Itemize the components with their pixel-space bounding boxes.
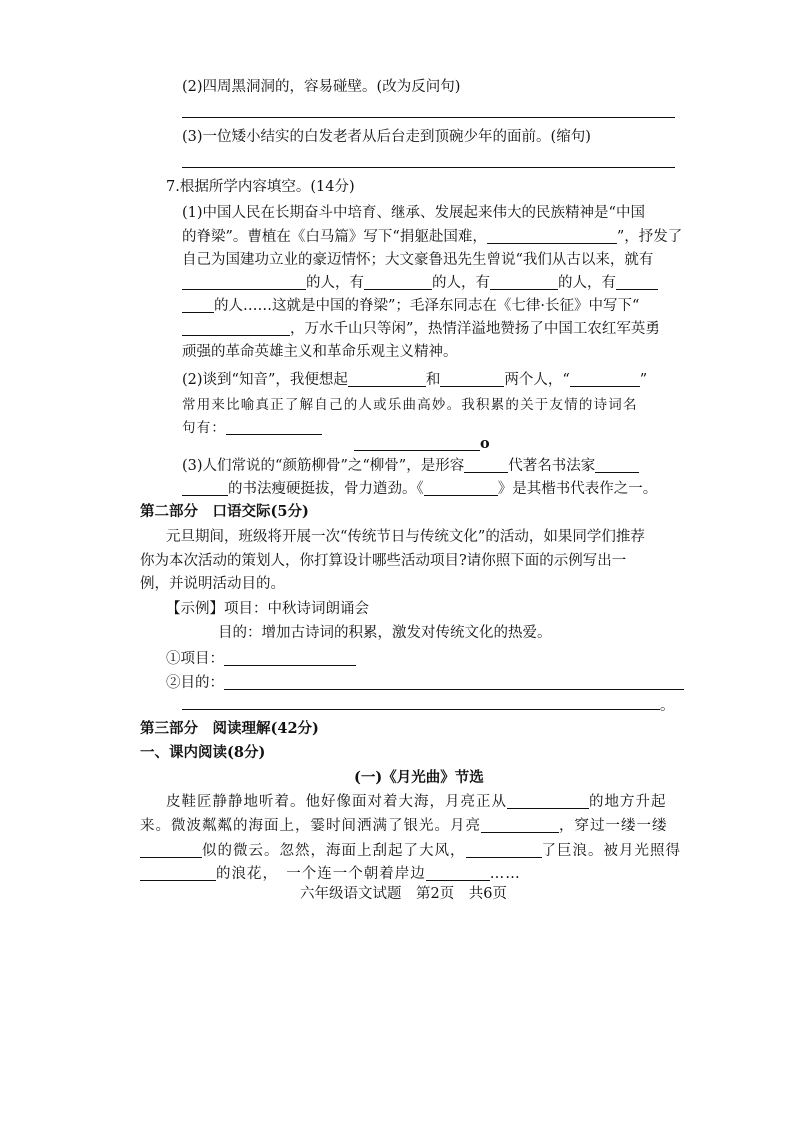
passage-line4: 的浪花， 一个连一个朝着岸边 …… <box>140 863 521 885</box>
q7-p1-line5: 的人……这就是中国的脊梁”；毛泽东同志在《七律·长征》中写下“ <box>182 295 639 317</box>
q7-p1-line6: ，万水千山只等闲”，热情洋溢地赞扬了中国工农红军英勇 <box>182 318 660 340</box>
blank-q7-5b[interactable] <box>182 297 214 313</box>
q7-p1-line3: 自己为国建功立业的豪迈情怀；大文豪鲁迅先生曾说“我们从古以来，就有 <box>182 252 654 268</box>
blank-q7-5a[interactable] <box>616 274 658 290</box>
blank-q7-3[interactable] <box>364 274 432 290</box>
blank-q7-12[interactable] <box>464 457 508 473</box>
blank-q7-1[interactable] <box>487 228 617 244</box>
blank-q7-10[interactable] <box>226 419 322 435</box>
answer-goal-field-2[interactable] <box>182 709 660 710</box>
blank-q7-13b[interactable] <box>182 480 228 496</box>
blank-q7-14[interactable] <box>424 480 498 496</box>
part3-subheading: 一、课内阅读(8分) <box>140 744 266 761</box>
blank-passage-6[interactable] <box>426 865 490 881</box>
blank-q7-11[interactable] <box>354 435 480 451</box>
part2-line3: 例，并说明活动目的。 <box>140 576 285 592</box>
blank-q7-6[interactable] <box>182 320 290 336</box>
q7-p1-line7: 顽强的革命英雄主义和革命乐观主义精神。 <box>182 344 458 360</box>
q6-item2: (2)四周黑洞洞的，容易碰壁。(改为反问句) <box>182 79 461 95</box>
passage-line3: 似的微云。忽然，海面上刮起了大风， 了巨浪。被月光照得 <box>140 840 681 862</box>
part2-line2: 你为本次活动的策划人，你打算设计哪些活动项目?请你照下面的示例写出一 <box>140 553 627 569</box>
part2-answer-goal: ②目的： <box>166 672 684 694</box>
q7-p1-line2: 的脊梁”。曹植在《白马篇》写下“捐躯赴国难， ”，抒发了 <box>182 229 683 245</box>
blank-q7-2[interactable] <box>182 274 306 290</box>
blank-q7-7[interactable] <box>348 371 426 387</box>
q7-p2-line2: 常用来比喻真正了解自己的人或乐曲高妙。我积累的关于友情的诗词名 <box>182 397 638 413</box>
blank-passage-2[interactable] <box>481 817 559 833</box>
part2-heading: 第二部分 口语交际(5分) <box>140 503 309 520</box>
q7-p2-line4: o <box>354 433 490 455</box>
part2-example-goal: 目的：增加古诗词的积累，激发对传统文化的热爱。 <box>218 625 552 641</box>
q7-p1-line4: 的人，有 的人，有 的人，有 <box>182 272 658 294</box>
blank-q7-9[interactable] <box>570 371 640 387</box>
blank-q7-4[interactable] <box>490 274 558 290</box>
passage-title: (一)《月光曲》节选 <box>354 769 484 786</box>
answer-item-field[interactable] <box>224 650 356 666</box>
q7-title: 7.根据所学内容填空。(14分) <box>166 179 355 195</box>
part2-example-item: 【示例】项目：中秋诗词朗诵会 <box>166 601 369 617</box>
blank-q7-8[interactable] <box>440 371 504 387</box>
q7-p3-line2: 的书法瘦硬挺拔，骨力遒劲。《 》是其楷书代表作之一。 <box>182 478 657 500</box>
blank-q7-13a[interactable] <box>595 457 639 473</box>
blank-passage-5[interactable] <box>140 865 216 881</box>
part2-end-mark: 。 <box>660 698 675 714</box>
q7-p1-line1: (1)中国人民在长期奋斗中培育、继承、发展起来伟大的民族精神是“中国 <box>182 205 645 221</box>
passage-line2: 来。微波粼粼的海面上，霎时间洒满了银光。月亮 ，穿过一缕一缕 <box>140 818 668 834</box>
q7-p2-line1: (2)谈到“知音”，我便想起 和 两个人，“ ” <box>182 372 648 388</box>
answer-goal-field-1[interactable] <box>224 674 684 690</box>
part2-answer-item: ①项目： <box>166 648 356 670</box>
answer-line-q6-3[interactable] <box>182 167 675 168</box>
q7-p3-line1: (3)人们常说的“颜筋柳骨”之“柳骨”，是形容 代著名书法家 <box>182 455 639 477</box>
part3-heading: 第三部分 阅读理解(42分) <box>140 720 319 737</box>
blank-passage-3[interactable] <box>140 842 202 858</box>
part2-line1: 元旦期间，班级将开展一次“传统节日与传统文化”的活动，如果同学们推荐 <box>166 529 645 545</box>
page-footer: 六年级语文试题 第2页 共6页 <box>300 886 507 902</box>
blank-passage-4[interactable] <box>466 842 542 858</box>
q7-p2-line3: 句有： <box>182 417 322 439</box>
blank-passage-1[interactable] <box>507 793 589 809</box>
q6-item3: (3)一位矮小结实的白发老者从后台走到顶碗少年的面前。(缩句) <box>182 129 591 145</box>
answer-line-q6-2[interactable] <box>182 117 675 118</box>
passage-line1: 皮鞋匠静静地听着。他好像面对着大海，月亮正从 的地方升起 <box>166 794 667 810</box>
